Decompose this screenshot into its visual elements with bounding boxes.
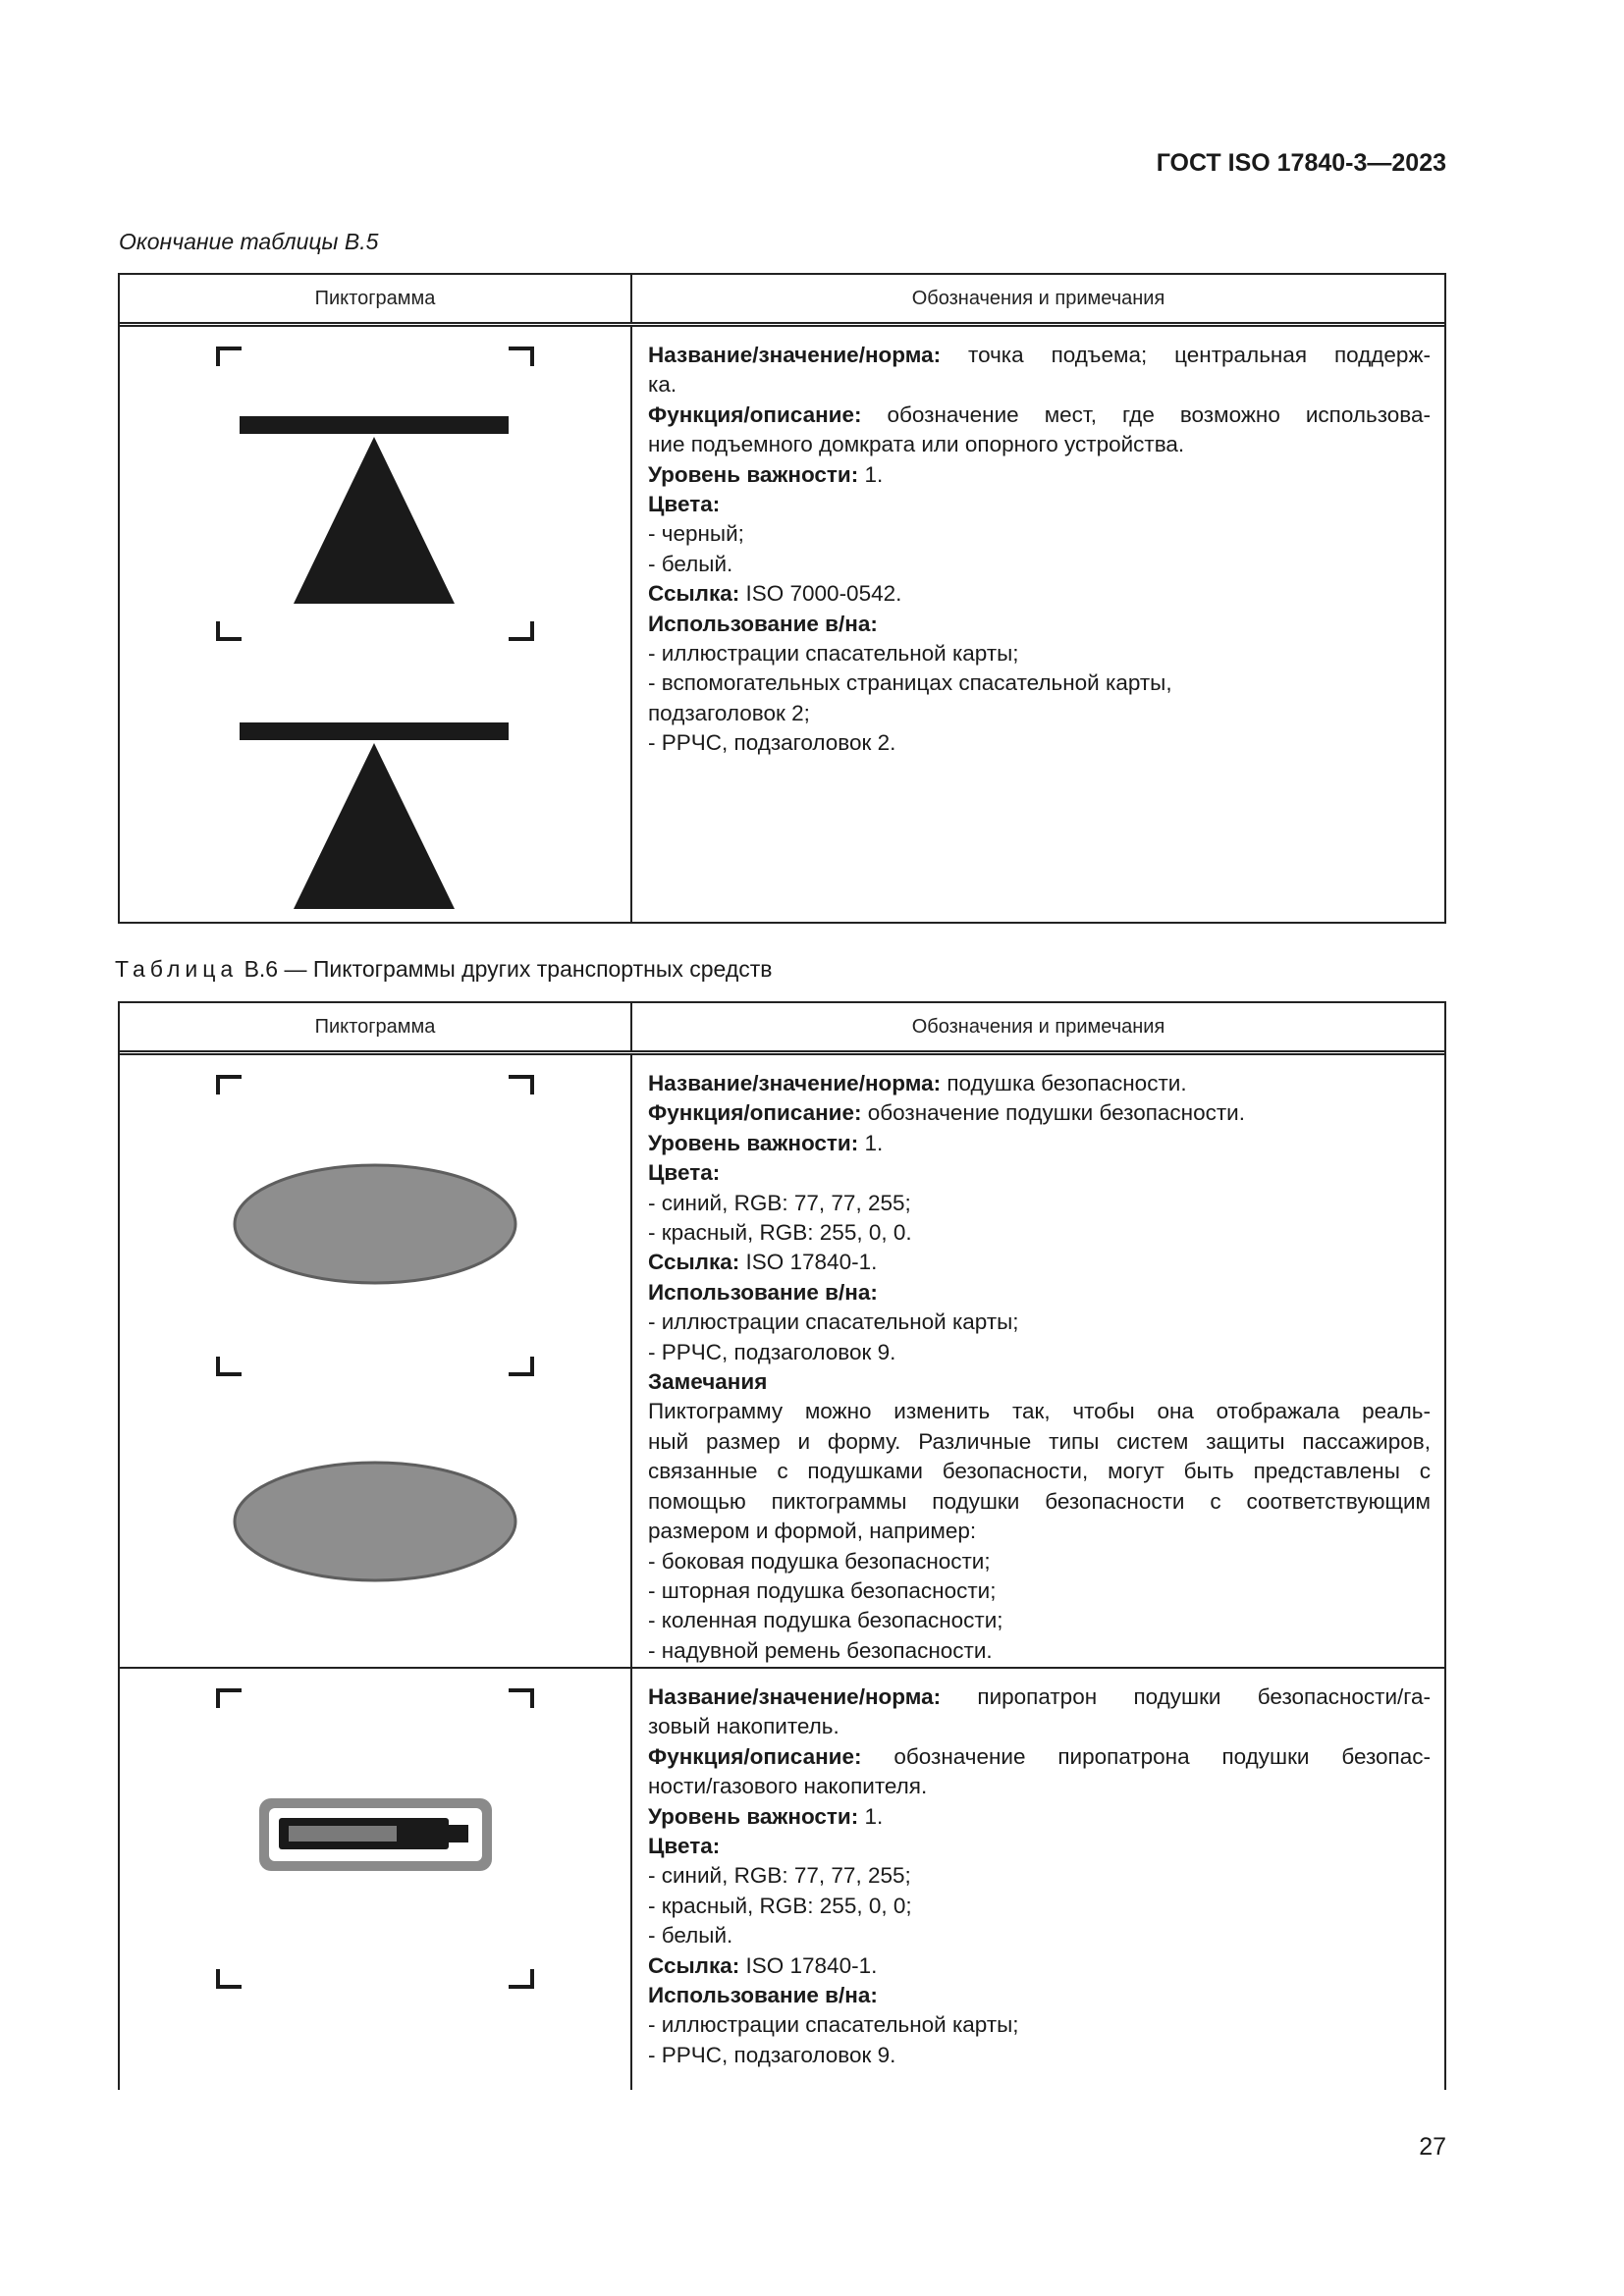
note-text: 1. — [858, 1130, 884, 1155]
column-header-pictogram: Пиктограмма — [314, 287, 436, 309]
note-text: - синий, RGB: 77, 77, 255; — [648, 1190, 911, 1215]
note-line — [648, 1308, 1431, 1337]
corner-mark-icon — [509, 348, 532, 366]
note-text: размером и формой, например: — [648, 1519, 977, 1544]
note-text: зовый накопитель. — [648, 1714, 839, 1739]
support-bar-icon — [240, 722, 509, 740]
note-line — [648, 1457, 1431, 1486]
note-text: - иллюстрации спасательной карты; — [648, 641, 1019, 667]
note-line — [648, 400, 1431, 430]
table-b6-title: В.6 — Пиктограммы других транспортных средств — [238, 956, 773, 982]
note-text: - белый. — [648, 551, 733, 576]
corner-mark-icon — [218, 1357, 242, 1374]
note-text: подзаголовок 2; — [648, 700, 810, 725]
note-label: Название/значение/норма: — [648, 1684, 942, 1709]
note-text: - шторная подушка безопасности; — [648, 1577, 997, 1603]
note-label: Название/значение/норма: — [648, 1071, 942, 1095]
airbag-icon — [235, 1165, 515, 1283]
note-line — [648, 1981, 1431, 2010]
corner-mark-icon — [218, 348, 242, 366]
note-line — [648, 460, 1431, 490]
column-header-notes: Обозначения и примечания — [630, 275, 1444, 322]
note-line — [648, 1712, 1431, 1741]
note-line — [648, 1338, 1431, 1367]
pictogram-cell — [120, 1669, 630, 2090]
note-text: - надувной ремень безопасности. — [648, 1637, 993, 1663]
note-text: - иллюстрации спасательной карты; — [648, 2012, 1019, 2038]
note-line — [648, 1427, 1431, 1457]
note-text: - боковая подушка безопасности; — [648, 1548, 991, 1574]
note-line — [648, 1367, 1431, 1397]
note-line — [648, 490, 1431, 519]
note-line — [648, 639, 1431, 668]
notes-cell — [630, 327, 1444, 924]
note-line — [648, 1098, 1431, 1128]
corner-mark-icon — [218, 621, 242, 639]
note-text: ISO 17840-1. — [739, 1250, 878, 1275]
note-text: Пиктограмму можно изменить так, чтобы она отображала реаль- — [648, 1399, 1431, 1424]
note-label: Замечания — [648, 1369, 768, 1395]
note-line — [648, 2010, 1431, 2040]
note-text: связанные с подушками безопасности, могут быть представлены с — [648, 1459, 1431, 1484]
pictogram-cell — [120, 327, 630, 924]
note-text: - иллюстрации спасательной карты; — [648, 1309, 1019, 1335]
note-label: Уровень важности: — [648, 461, 859, 487]
note-line — [648, 1487, 1431, 1517]
note-line — [648, 1397, 1431, 1426]
pictogram-cell — [120, 1055, 630, 1667]
note-text: ние подъемного домкрата или опорного устройства. — [648, 432, 1185, 457]
note-line — [648, 1517, 1431, 1546]
note-line — [648, 430, 1431, 459]
note-text: точка подъема; центральная поддерж- — [941, 343, 1431, 367]
table-b5-continuation-caption: Окончание таблицы B.5 — [119, 229, 379, 254]
note-label: Функция/описание: — [648, 1743, 862, 1769]
inflator-cartridge-window — [289, 1826, 397, 1842]
note-line — [648, 1772, 1431, 1801]
page-number: 27 — [1419, 2133, 1446, 2161]
note-label: Использование в/на: — [648, 1983, 878, 2008]
table-b6 — [118, 1001, 1446, 2090]
note-text: ка. — [648, 372, 677, 398]
note-line — [648, 2041, 1431, 2070]
note-line — [648, 579, 1431, 609]
note-line — [648, 1861, 1431, 1891]
document-standard-number: ГОСТ ISO 17840-3—2023 — [1156, 149, 1446, 177]
note-label: Ссылка: — [648, 1952, 740, 1978]
note-text: - синий, RGB: 77, 77, 255; — [648, 1863, 911, 1889]
note-text: 1. — [858, 1803, 884, 1829]
table-b5-header-row — [120, 275, 1444, 327]
table-b6-caption — [115, 956, 773, 983]
table-word: Таблица — [115, 956, 239, 982]
note-line — [648, 1832, 1431, 1861]
note-line — [648, 1802, 1431, 1832]
note-line — [648, 1636, 1431, 1666]
note-line — [648, 1069, 1431, 1098]
note-line — [648, 341, 1431, 370]
note-text: обозначение подушки безопасности. — [861, 1100, 1245, 1126]
note-line — [648, 370, 1431, 400]
corner-mark-icon — [509, 621, 532, 639]
note-text: подушка безопасности. — [941, 1071, 1187, 1095]
lifting-point-pictogram — [120, 327, 630, 924]
note-line — [648, 1248, 1431, 1277]
note-text: помощью пиктограммы подушки безопасности с соответствующим — [648, 1488, 1431, 1514]
note-text: - РРЧС, подзаголовок 9. — [648, 1339, 896, 1364]
note-text: - черный; — [648, 521, 744, 547]
notes-cell — [630, 1055, 1444, 1667]
note-line — [648, 1742, 1431, 1772]
note-text: ности/газового накопителя. — [648, 1774, 928, 1799]
note-label: Функция/описание: — [648, 401, 862, 427]
table-row — [120, 327, 1444, 924]
airbag-icon — [235, 1463, 515, 1580]
note-label: Функция/описание: — [648, 1100, 862, 1126]
lifting-triangle-icon — [294, 743, 455, 909]
note-label: Ссылка: — [648, 581, 740, 607]
note-text: - РРЧС, подзаголовок 9. — [648, 2042, 896, 2067]
note-text: пиропатрон подушки безопасности/га- — [941, 1684, 1431, 1709]
note-text: - белый. — [648, 1923, 733, 1949]
note-text: 1. — [858, 461, 884, 487]
corner-mark-icon — [218, 1077, 242, 1095]
note-line — [648, 1576, 1431, 1606]
note-line — [648, 1921, 1431, 1950]
note-line — [648, 1951, 1431, 1981]
support-bar-icon — [240, 416, 509, 434]
column-header-pictogram: Пиктограмма — [314, 1015, 436, 1038]
note-line — [648, 1682, 1431, 1712]
corner-mark-icon — [509, 1690, 532, 1708]
note-line — [648, 1547, 1431, 1576]
note-label: Использование в/на: — [648, 1279, 878, 1305]
airbag-inflator-pictogram — [120, 1669, 630, 2092]
note-text: обозначение пиропатрона подушки безопас- — [861, 1743, 1431, 1769]
note-line — [648, 610, 1431, 639]
note-line — [648, 699, 1431, 728]
table-b5-end — [118, 273, 1446, 924]
note-line — [648, 1218, 1431, 1248]
corner-mark-icon — [509, 1077, 532, 1095]
note-label: Уровень важности: — [648, 1803, 859, 1829]
note-text: - красный, RGB: 255, 0, 0. — [648, 1220, 912, 1246]
note-line — [648, 1189, 1431, 1218]
note-label: Ссылка: — [648, 1250, 740, 1275]
note-text: ный размер и форму. Различные типы систем защиты пассажиров, — [648, 1428, 1431, 1454]
note-text: ISO 17840-1. — [739, 1952, 878, 1978]
corner-mark-icon — [509, 1969, 532, 1987]
note-line — [648, 1892, 1431, 1921]
note-label: Название/значение/норма: — [648, 343, 942, 367]
corner-mark-icon — [509, 1357, 532, 1374]
note-line — [648, 1129, 1431, 1158]
note-text: - красный, RGB: 255, 0, 0; — [648, 1893, 912, 1918]
note-label: Использование в/на: — [648, 611, 878, 636]
note-line — [648, 1278, 1431, 1308]
note-text: ISO 7000-0542. — [739, 581, 902, 607]
note-line — [648, 1606, 1431, 1635]
corner-mark-icon — [218, 1690, 242, 1708]
note-label: Цвета: — [648, 1160, 721, 1186]
table-b6-header-row — [120, 1003, 1444, 1055]
note-text: - коленная подушка безопасности; — [648, 1608, 1003, 1633]
note-line — [648, 1158, 1431, 1188]
note-text: - РРЧС, подзаголовок 2. — [648, 730, 896, 756]
column-header-notes: Обозначения и примечания — [630, 1003, 1444, 1050]
note-label: Уровень важности: — [648, 1130, 859, 1155]
notes-cell — [630, 1669, 1444, 2090]
note-label: Цвета: — [648, 1834, 721, 1859]
lifting-triangle-icon — [294, 437, 455, 604]
table-row — [120, 1667, 1444, 2090]
note-line — [648, 668, 1431, 698]
note-text: обозначение мест, где возможно использова- — [861, 401, 1431, 427]
note-line — [648, 728, 1431, 758]
note-line — [648, 550, 1431, 579]
note-label: Цвета: — [648, 492, 721, 517]
corner-mark-icon — [218, 1969, 242, 1987]
note-line — [648, 519, 1431, 549]
note-text: - вспомогательных страницах спасательной карты, — [648, 670, 1172, 696]
table-row — [120, 1055, 1444, 1667]
airbag-pictogram — [120, 1055, 630, 1667]
inflator-cartridge-tip — [449, 1825, 468, 1842]
